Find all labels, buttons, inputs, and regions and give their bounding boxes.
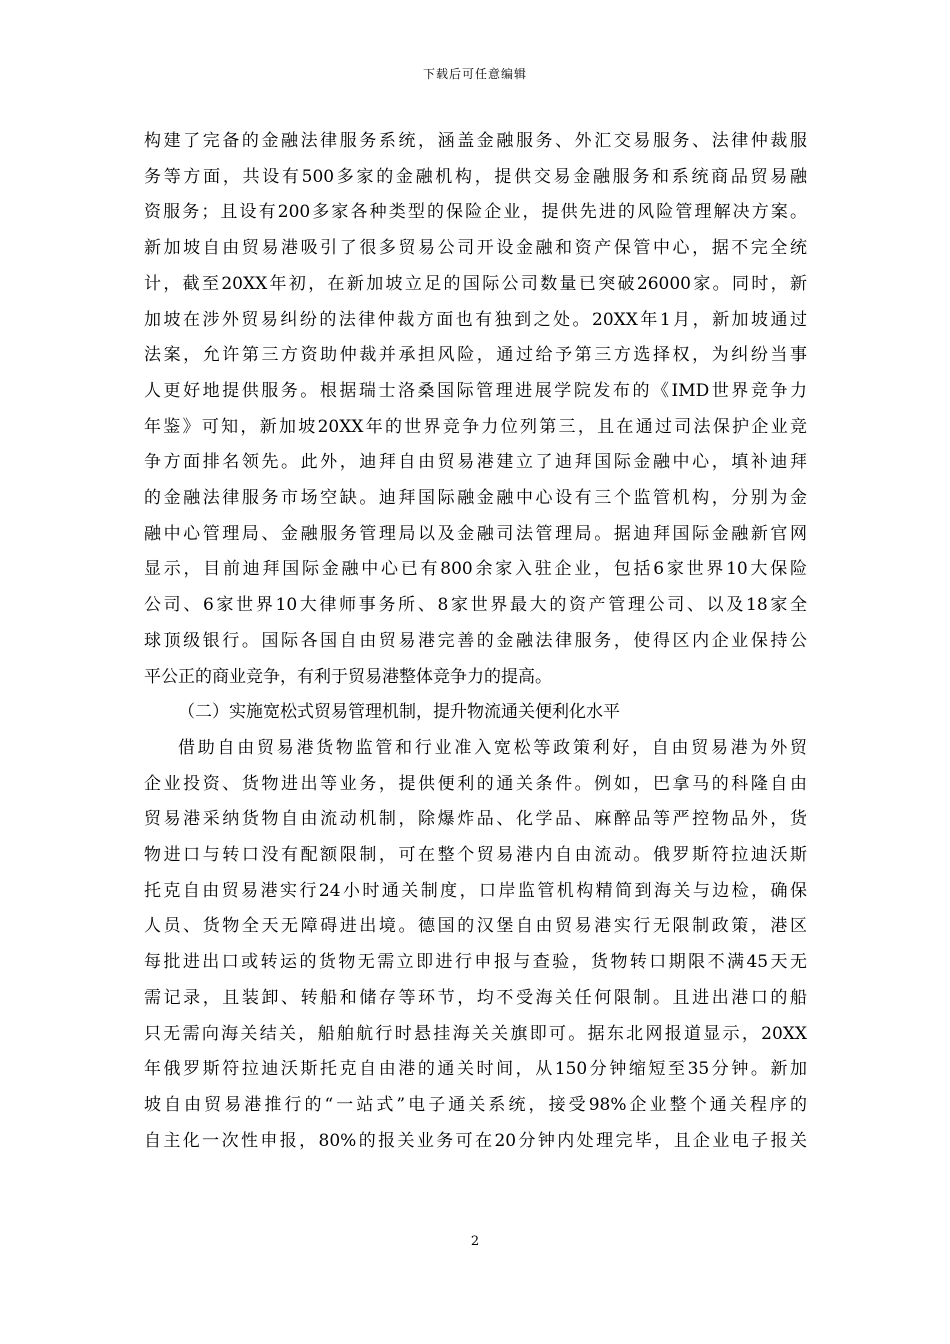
page-number: 2 [470, 1234, 480, 1249]
text-line: 争方面排名领先。此外，迪拜自由贸易港建立了迪拜国际金融中心，填补迪拜 [144, 452, 807, 473]
text-line: 年俄罗斯符拉迪沃斯托克自由港的通关时间，从150分钟缩短至35分钟。新加 [144, 1059, 807, 1080]
text-line: 人更好地提供服务。根据瑞士洛桑国际管理进展学院发布的《IMD世界竞争力 [144, 380, 807, 401]
text-line: 球顶级银行。国际各国自由贸易港完善的金融法律服务，使得区内企业保持公 [144, 630, 807, 651]
text-line: 借助自由贸易港货物监管和行业准入宽松等政策利好，自由贸易港为外贸 [178, 737, 807, 758]
text-line: 构建了完备的金融法律服务系统，涵盖金融服务、外汇交易服务、法律仲裁服 [144, 131, 807, 151]
text-line: 平公正的商业竞争，有利于贸易港整体竞争力的提高。 [144, 666, 552, 687]
text-line: 法案，允许第三方资助仲裁并承担风险，通过给予第三方选择权，为纠纷当事 [144, 345, 807, 366]
text-line: 只无需向海关结关，船舶航行时悬挂海关关旗即可。据东北网报道显示，20XX [144, 1023, 807, 1044]
text-line: 的金融法律服务市场空缺。迪拜国际融金融中心设有三个监管机构，分别为金 [144, 488, 807, 509]
text-line: 贸易港采纳货物自由流动机制，除爆炸品、化学品、麻醉品等严控物品外，货 [144, 809, 807, 830]
text-line: 托克自由贸易港实行24小时通关制度，口岸监管机构精简到海关与边检，确保 [144, 880, 807, 901]
text-line: 物进口与转口没有配额限制，可在整个贸易港内自由流动。俄罗斯符拉迪沃斯 [144, 845, 807, 866]
text-line: 融中心管理局、金融服务管理局以及金融司法管理局。据迪拜国际金融新官网 [144, 523, 807, 544]
text-line: 年鉴》可知，新加坡20XX年的世界竞争力位列第三，且在通过司法保护企业竞 [144, 416, 807, 437]
text-line: 公司、6家世界10大律师事务所、8家世界最大的资产管理公司、以及18家全 [144, 595, 807, 616]
text-line: 坡自由贸易港推行的“一站式”电子通关系统，接受98%企业整个通关程序的 [144, 1094, 807, 1115]
paragraph-financial-services [144, 124, 807, 695]
text-line: 人员、货物全天无障碍进出境。德国的汉堡自由贸易港实行无限制政策，港区 [144, 916, 807, 937]
text-line: 每批进出口或转运的货物无需立即进行申报与查验，货物转口期限不满45天无 [144, 952, 807, 973]
text-line: 企业投资、货物进出等业务，提供便利的通关条件。例如，巴拿马的科隆自由 [144, 773, 807, 794]
text-line: 务等方面，共设有500多家的金融机构，提供交易金融服务和系统商品贸易融 [144, 166, 807, 187]
document-body [144, 124, 807, 1159]
paragraph-trade-management [144, 731, 807, 1159]
section-heading-text: （二）实施宽松式贸易管理机制，提升物流通关便利化水平 [178, 702, 620, 723]
text-line: 显示，目前迪拜国际金融中心已有800余家入驻企业，包括6家世界10大保险 [144, 559, 807, 580]
section-heading [144, 695, 807, 731]
text-line: 需记录，且装卸、转船和储存等环节，均不受海关任何限制。且进出港口的船 [144, 987, 807, 1008]
text-line: 自主化一次性申报，80%的报关业务可在20分钟内处理完毕，且企业电子报关 [144, 1130, 807, 1151]
text-line: 计，截至20XX年初，在新加坡立足的国际公司数量已突破26000家。同时，新 [144, 273, 807, 294]
text-line: 加坡在涉外贸易纠纷的法律仲裁方面也有独到之处。20XX年1月，新加坡通过 [144, 309, 807, 330]
text-line: 新加坡自由贸易港吸引了很多贸易公司开设金融和资产保管中心，据不完全统 [144, 238, 807, 259]
text-line: 资服务；且设有200多家各种类型的保险企业，提供先进的风险管理解决方案。 [144, 202, 807, 223]
page-header: 下载后可任意编辑 [422, 67, 527, 81]
